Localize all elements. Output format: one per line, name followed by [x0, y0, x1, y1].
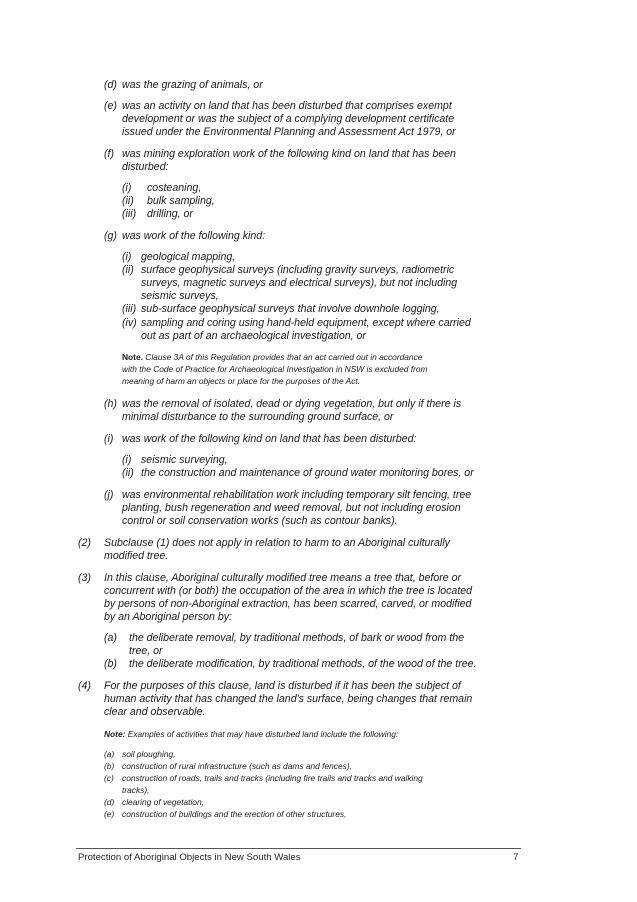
note-item-label: (b) [104, 761, 115, 771]
para-h-line: was the removal of isolated, dead or dying vegetation, but only if there is [122, 398, 462, 410]
subclause-label-3: (3) [78, 572, 91, 584]
subitem-text: sampling and coring using hand-held equipment, except where carried [141, 317, 471, 329]
subitem-text: the construction and maintenance of ground water monitoring bores, or [141, 467, 474, 479]
subitem-label: (iv) [122, 317, 137, 329]
note-item-text: soil ploughing, [122, 749, 176, 759]
subitem-label: (ii) [122, 264, 134, 276]
note-2-line [104, 729, 398, 739]
subclause-2-line: Subclause (1) does not apply in relation to harm to an Aboriginal culturally [104, 537, 450, 549]
para-label-h: (h) [104, 398, 117, 410]
subitem-text: seismic surveys, [141, 290, 219, 302]
subitem-label: (iii) [122, 303, 137, 315]
subitem-text: sub-surface geophysical surveys that involve downhole logging, [141, 303, 440, 315]
subitem-label: (b) [104, 658, 117, 670]
note-item-label: (d) [104, 797, 115, 807]
subitem-label: (i) [122, 251, 132, 263]
note-item-text: clearing of vegetation, [122, 797, 204, 807]
para-j-line: was environmental rehabilitation work including temporary silt fencing, tree [122, 489, 472, 501]
note-item-text: construction of roads, trails and tracks (including fire trails and tracks and walking [122, 773, 423, 783]
subclause-3-line: In this clause, Aboriginal culturally modified tree means a tree that, before or [104, 572, 462, 584]
note-item-text: tracks), [122, 785, 150, 795]
subitem-text: out as part of an archaeological investigation, or [141, 330, 366, 342]
note-item-label: (e) [104, 809, 115, 819]
para-j-line: control or soil conservation works (such as contour banks). [122, 515, 398, 527]
subitem-text: the deliberate modification, by traditional methods, of the wood of the tree. [129, 658, 477, 670]
para-label-e: (e) [104, 100, 117, 112]
note-1-line: meaning of harm an objects or place for the purposes of the Act. [122, 376, 361, 386]
subitem-text: surface geophysical surveys (including gravity surveys, radiometric [141, 264, 455, 276]
para-label-j: (j) [104, 489, 114, 501]
subitem-text: seismic surveying, [141, 454, 228, 466]
note-2-label: Note: [104, 729, 126, 739]
subitem-label: (i) [122, 454, 132, 466]
para-h-line: minimal disturbance to the surrounding ground surface, or [122, 411, 394, 423]
subclause-3-line: by persons of non-Aboriginal extraction, has been scarred, carved, or modified [104, 598, 472, 610]
subitem-text: bulk sampling, [147, 195, 215, 207]
para-i-line: was work of the following kind on land that has been disturbed: [122, 433, 417, 445]
para-e-line: was an activity on land that has been disturbed that comprises exempt [122, 100, 452, 112]
page-number: 7 [513, 852, 519, 863]
para-e-line: issued under the Environmental Planning and Assessment Act 1979, or [122, 126, 456, 138]
footer-rule [76, 848, 521, 849]
para-f-line: was mining exploration work of the following kind on land that has been [122, 148, 456, 160]
note-item-label: (a) [104, 749, 115, 759]
note-1-line: with the Code of Practice for Archaeological Investigation in NSW is excluded from [122, 364, 428, 374]
note-1-text: Clause 3A of this Regulation provides that an act carried out in accordance [145, 352, 423, 362]
subclause-label-2: (2) [78, 537, 91, 549]
para-g-line: was work of the following kind: [122, 230, 266, 242]
para-j-line: planting, bush regeneration and weed removal, but not including erosion [122, 502, 461, 514]
para-label-d: (d) [104, 79, 117, 91]
subitem-label: (iii) [122, 208, 137, 220]
para-label-f: (f) [104, 148, 114, 160]
subclause-label-4: (4) [78, 680, 91, 692]
subitem-label: (a) [104, 632, 117, 644]
subclause-3-line: concurrent with (or both) the occupation of the area in which the tree is located [104, 585, 473, 597]
note-item-text: construction of buildings and the erection of other structures, [122, 809, 347, 819]
footer-title: Protection of Aboriginal Objects in New South Wales [78, 852, 301, 863]
subitem-text: the deliberate removal, by traditional methods, of bark or wood from the [129, 632, 465, 644]
subitem-label: (ii) [122, 467, 134, 479]
subclause-4-line: human activity that has changed the land's surface, being changes that remain [104, 693, 473, 705]
subclause-4-line: clear and observable. [104, 706, 206, 718]
subitem-text: geological mapping, [141, 251, 236, 263]
subclause-4-line: For the purposes of this clause, land is disturbed if it has been the subject of [104, 680, 461, 692]
subitem-text: drilling, or [147, 208, 193, 220]
subclause-2-line: modified tree. [104, 550, 169, 562]
note-1-line [122, 352, 422, 362]
para-e-line: development or was the subject of a complying development certificate [122, 113, 455, 125]
para-label-g: (g) [104, 230, 117, 242]
subitem-text: surveys, magnetic surveys and electrical surveys), but not including [141, 277, 458, 289]
note-item-label: (c) [104, 773, 114, 783]
para-f-line: disturbed: [122, 161, 169, 173]
subitem-label: (ii) [122, 195, 134, 207]
subitem-text: costeaning, [147, 182, 202, 194]
subitem-label: (i) [122, 182, 132, 194]
subitem-text: tree, or [129, 645, 163, 657]
para-d-line: was the grazing of animals, or [122, 79, 263, 91]
note-1-label: Note. [122, 352, 143, 362]
para-label-i: (i) [104, 433, 114, 445]
note-2-text: Examples of activities that may have disturbed land include the following: [127, 729, 399, 739]
subclause-3-line: by an Aboriginal person by: [104, 611, 232, 623]
note-item-text: construction of rural infrastructure (such as dams and fences), [122, 761, 352, 771]
